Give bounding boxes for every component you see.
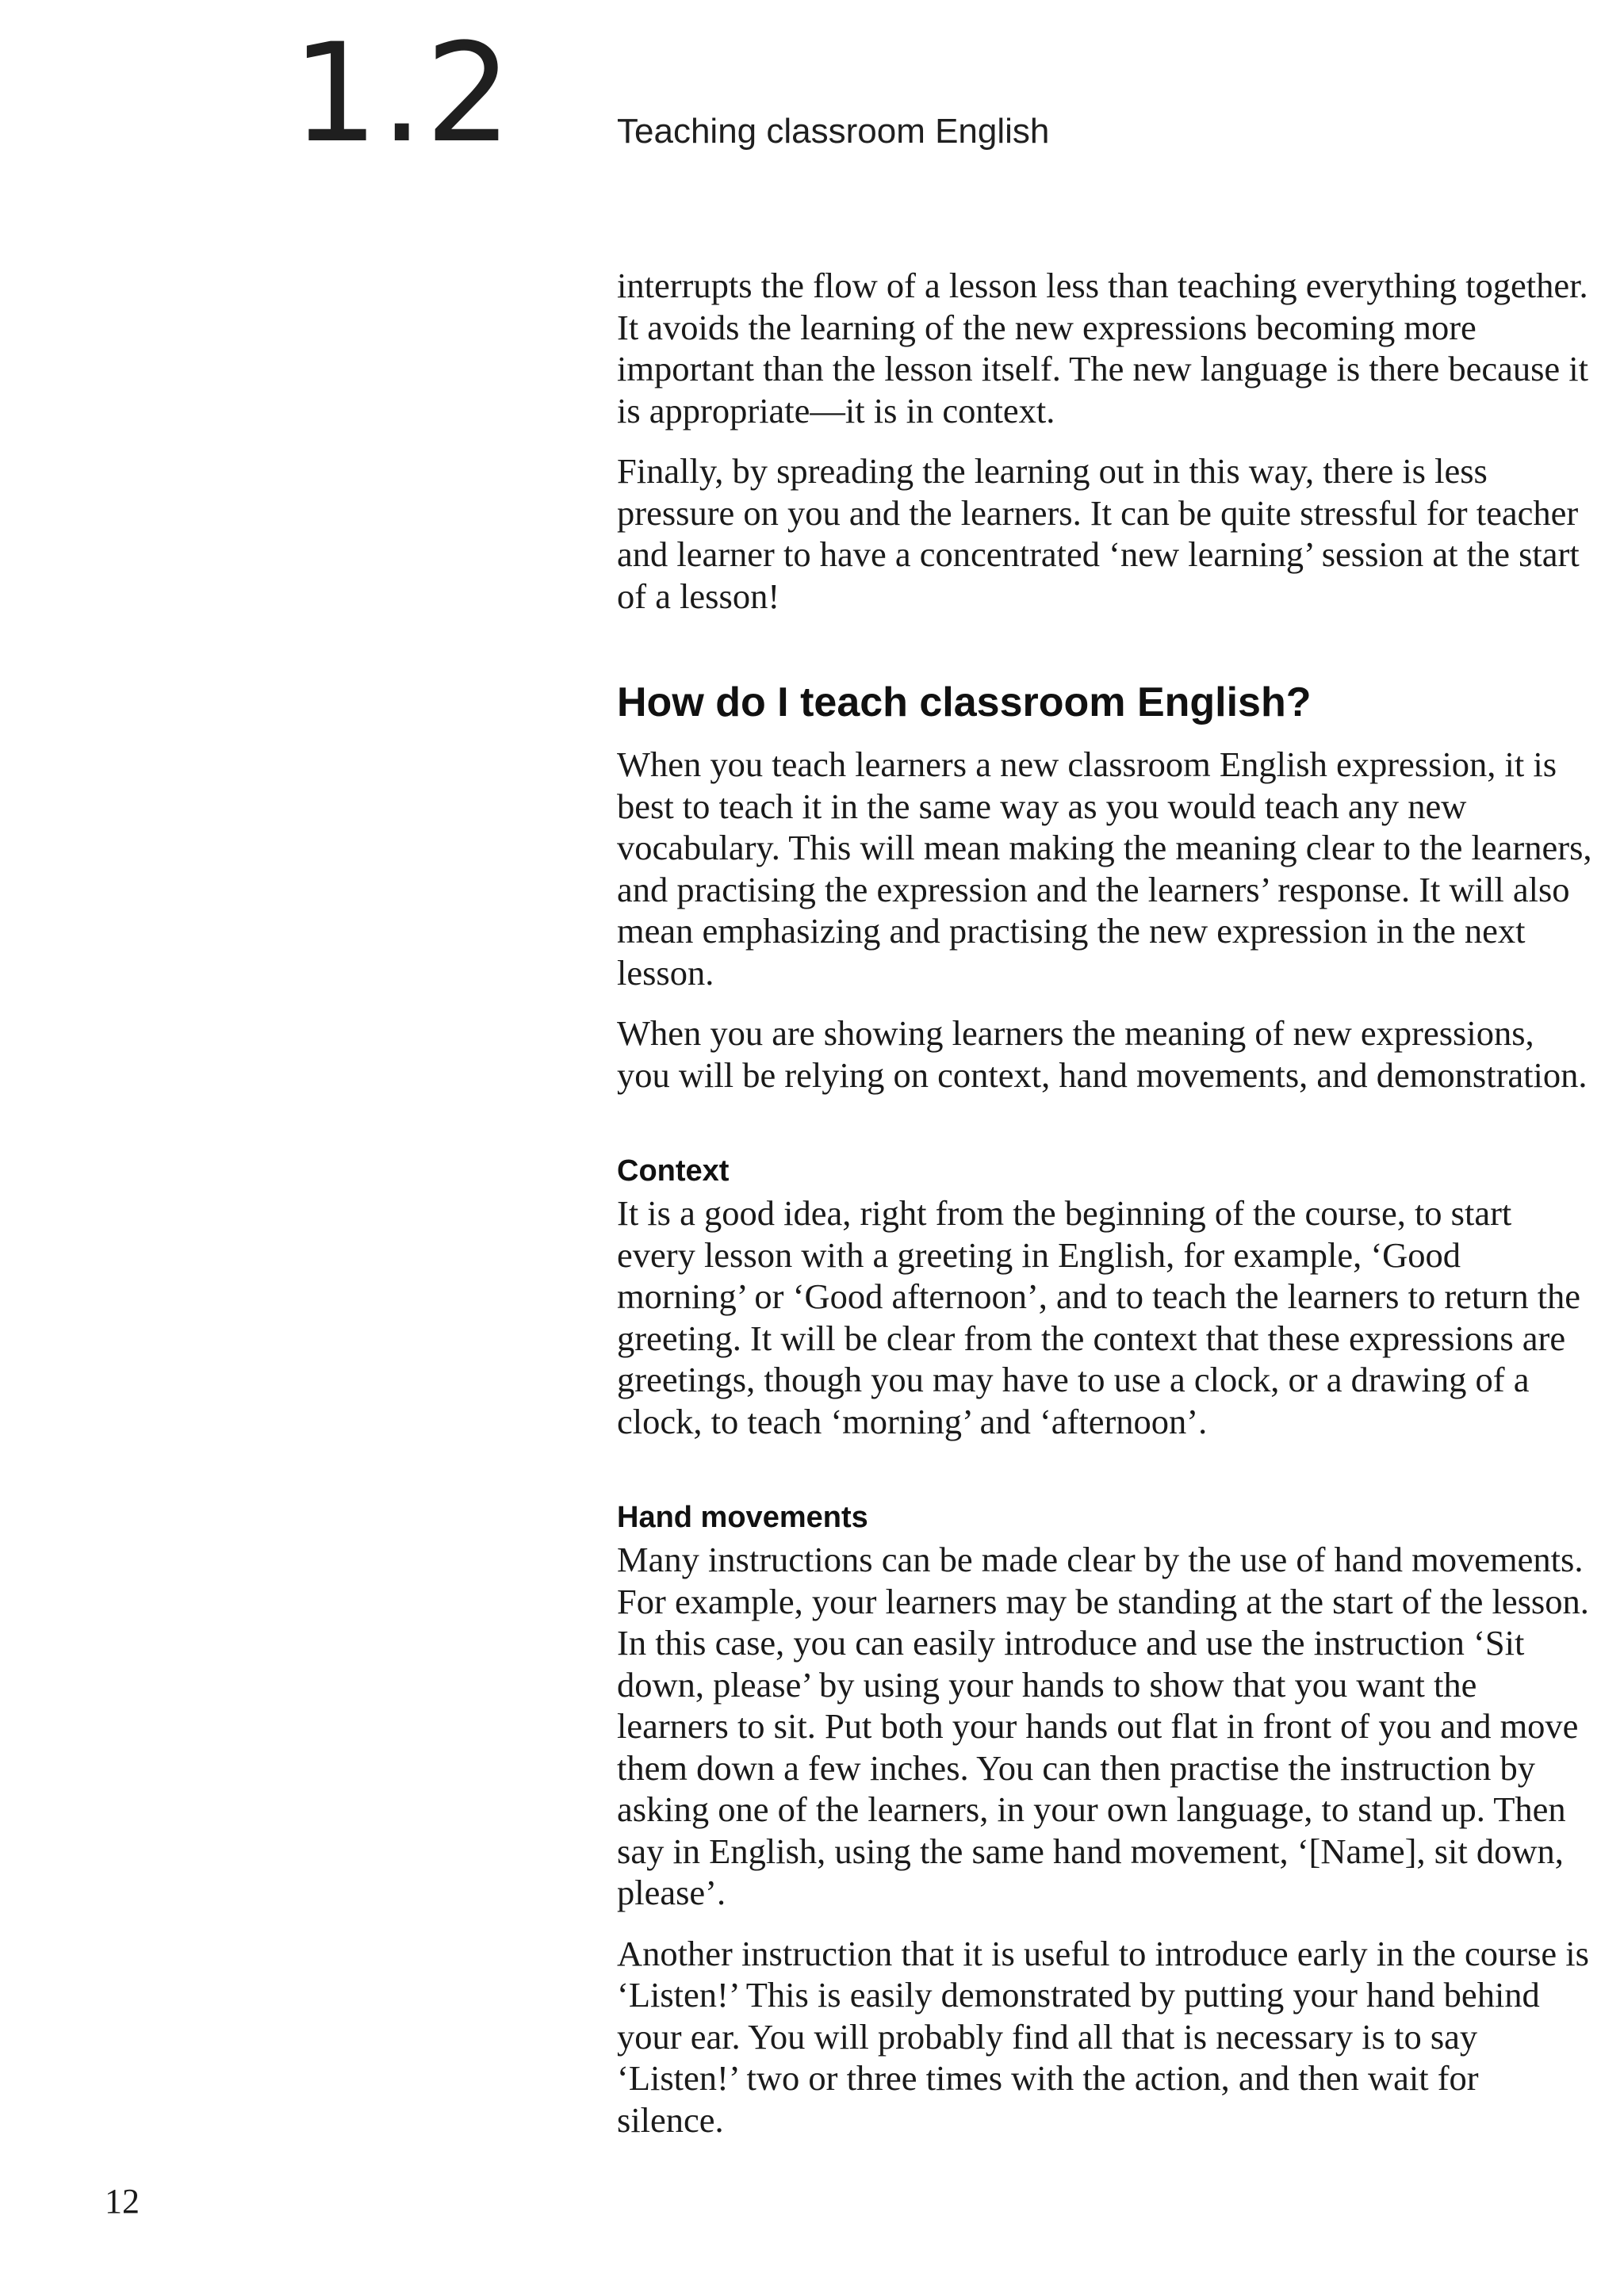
page-number: 12 bbox=[105, 2182, 140, 2221]
body-paragraph: It is a good idea, right from the beginning of the course, to start every lesson with a greeting in English, for example, ‘Good morning’ or ‘Good afternoon’, and to teach the learners to return the greeting. It will be clear from the context that these expressions are greetings, though you may have to use a clock, or a drawing of a clock, to teach ‘morning’ and ‘afternoon’. bbox=[617, 1193, 1581, 1441]
body-paragraph: Many instructions can be made clear by the use of hand movements. For example, your learners may be standing at the start of the lesson. In this case, you can easily introduce and use the instruction ‘Sit down, please’ by using your hands to show that you want the learners to sit. Put both your hands out flat in front of you and move them down a few inches. You can then practise the instruction by asking one of the learners, in your own language, to stand up. Then say in English, using the same hand movement, ‘[Name], sit down, please’. bbox=[617, 1540, 1589, 1912]
body-paragraph: Another instruction that it is useful to introduce early in the course is ‘Listen!’ This is easily demonstrated by putting your hand behind your ear. You will probably find all that is necessary is to say ‘Listen!’ two or three times with the action, and then wait for silence. bbox=[617, 1933, 1589, 2140]
body-paragraph: interrupts the flow of a lesson less than teaching everything together. It avoids the learning of the new expressions becoming more important than the lesson itself. The new language is there because it is appropriate—it is in context. bbox=[617, 266, 1589, 430]
section-number: 1.2 bbox=[292, 13, 514, 173]
subheading-hand-movements: Hand movements bbox=[617, 1501, 868, 1534]
section-heading: How do I teach classroom English? bbox=[617, 679, 1312, 725]
body-paragraph: When you teach learners a new classroom English expression, it is best to teach it in the same way as you would teach any new vocabulary. This will mean making the meaning clear to the learners, and practising the expression and the learners’ response. It will also mean emphasizing and practising the new expression in the next lesson. bbox=[617, 744, 1592, 993]
subheading-context: Context bbox=[617, 1154, 730, 1188]
body-paragraph: Finally, by spreading the learning out in this way, there is less pressure on you and the learners. It can be quite stressful for teacher and learner to have a concentrated ‘new learning’ session at the start of a lesson! bbox=[617, 451, 1580, 616]
main-column bbox=[617, 265, 1592, 2160]
body-paragraph: When you are showing learners the meaning of new expressions, you will be relying on context, hand movements, and demonstration. bbox=[617, 1013, 1588, 1095]
running-head: Teaching classroom English bbox=[617, 112, 1050, 151]
